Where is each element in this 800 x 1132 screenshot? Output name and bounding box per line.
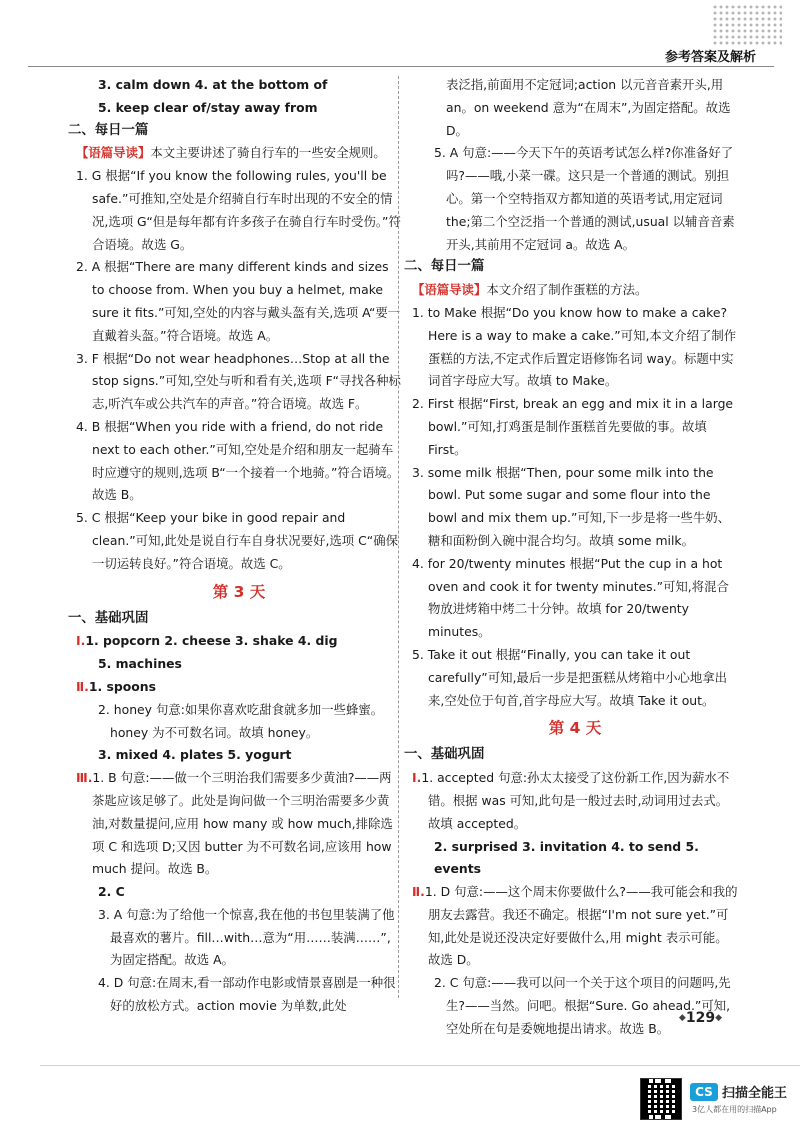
- day-heading: 第 3 天: [212, 582, 266, 601]
- qr-code-icon: [640, 1078, 682, 1120]
- page-number: [679, 1010, 722, 1026]
- guide-tag: 【语篇导读】: [412, 282, 487, 298]
- roman-numeral: Ⅲ.: [76, 770, 93, 786]
- section-heading: 二、每日一篇: [68, 122, 149, 138]
- section-heading: 二、每日一篇: [404, 259, 485, 275]
- guide-tag: 【语篇导读】: [76, 145, 151, 161]
- answer-item: 3. some milk 根据“Then, pour some milk into the bowl. Put some sugar and some flour into the bowl and mix them up.”可知,下一步是将一些牛奶、糖和面粉倒入碗中混合均匀。故填 some milk。: [412, 464, 731, 548]
- left-column: [68, 74, 402, 1018]
- continued-text: 表泛指,前面用不定冠词;action 以元音音素开头,用 an。on weekend 意为“在周末”,为固定搭配。故选 D。: [446, 77, 731, 138]
- answer-line: 3. mixed 4. plates 5. yogurt: [98, 747, 292, 763]
- roman-numeral: Ⅱ.: [76, 678, 89, 694]
- answer-item: 1. G 根据“If you know the following rules, you'll be safe.”可推知,空处是介绍骑自行车时出现的不安全的情况,选项 G“但是每年都有许多孩子在骑自行车时受伤。”符合语境。故选 G。: [76, 168, 401, 252]
- brand-name: 扫描全能王: [722, 1086, 788, 1101]
- answer-item: 4. for 20/twenty minutes 根据“Put the cup in a hot oven and cook it for twenty minutes.”可知,将混合物放进烤箱中烤二十分钟。故填 for 20/twenty minutes。: [412, 555, 729, 640]
- page-number-text: 129: [685, 1010, 716, 1026]
- guide-text: 本文介绍了制作蛋糕的方法。: [486, 282, 648, 298]
- answer-item: 5. Take it out 根据“Finally, you can take it out carefully”可知,最后一步是把蛋糕从烤箱中小心地拿出来,空处位于句首,首字母应大写。故填 Take it out。: [412, 646, 728, 708]
- footer-rule: [40, 1065, 800, 1066]
- answer-item: 1. accepted 句意:孙太太接受了这份新工作,因为薪水不错。根据 was 可知,此句是一般过去时,动词用过去式。故填 accepted。: [421, 770, 730, 831]
- answer-item: 1. to Make 根据“Do you know how to make a cake? Here is a way to make a cake.”可知,本文介绍了制作蛋糕的方法,不定式作后置定语修饰名词 way。标题中实词首字母应大写。故填 to Make。: [412, 304, 737, 389]
- reading-guide: [412, 279, 738, 302]
- answer-item: 1. D 句意:——这个周末你要做什么?——我可能会和我的朋友去露营。我还不确定。根据“I'm not sure yet.”可知,此处是说还没决定好要做什么,用 might 表示可能。故选 D。: [424, 884, 738, 968]
- answer-item: 3. F 根据“Do not wear headphones…Stop at all the stop signs.”可知,空处与听和看有关,选项 F“寻找各种标志,听汽车或公共汽车的声音。”符合语境。故选 F。: [76, 350, 401, 412]
- roman-numeral: Ⅰ.: [412, 770, 422, 786]
- diamond-icon: ◆: [715, 1013, 722, 1023]
- guide-text: 本文主要讲述了骑自行车的一些安全规则。: [150, 145, 386, 161]
- answer-line: 1. popcorn 2. cheese 3. shake 4. dig: [85, 633, 338, 649]
- answer-item: 5. C 根据“Keep your bike in good repair and clean.”可知,此处是说自行车自身状况要好,选项 C“确保一切运转良好。”符合语境。故选 C。: [76, 510, 398, 571]
- answer-item: 5. A 句意:——今天下午的英语考试怎么样?你准备好了吗?——哦,小菜一碟。这只是一个普通的测试。别担心。第一个空特指双方都知道的英语考试,用定冠词 the;第二个空泛指一个普通的测试,usual 以辅音音素开头,其前用不定冠词 a。故选 A。: [434, 145, 735, 252]
- answer-line: 2. C: [98, 884, 125, 900]
- column-divider: [398, 76, 399, 998]
- roman-numeral: Ⅱ.: [412, 884, 425, 900]
- roman-group: [412, 767, 738, 835]
- right-column: [404, 74, 738, 1041]
- roman-numeral: Ⅰ.: [76, 633, 86, 649]
- answer-item: 4. B 根据“When you ride with a friend, do not ride next to each other.”可知,空处是介绍和朋友一起骑车时应遵守的规则,选项 B“一个接着一个地骑。”符合语境。故选 B。: [76, 418, 400, 503]
- section-heading: 一、基础巩固: [68, 610, 149, 626]
- header-rule: [28, 66, 774, 67]
- roman-group: [412, 881, 738, 972]
- answer-item: 4. D 句意:在周末,看一部动作电影或情景喜剧是一种很好的放松方式。action movie 为单数,此处: [98, 975, 396, 1014]
- brand-tagline: 3亿人都在用的扫描App: [692, 1105, 777, 1114]
- answer-line: 3. calm down 4. at the bottom of: [98, 77, 328, 92]
- answer-item: 2. honey 句意:如果你喜欢吃甜食就多加一些蜂蜜。honey 为不可数名词。故填 honey。: [98, 701, 384, 740]
- diamond-icon: ◆: [678, 1013, 686, 1023]
- camscanner-logo-icon: CS: [690, 1083, 718, 1101]
- roman-group: [76, 767, 402, 881]
- section-heading: 一、基础巩固: [404, 747, 485, 763]
- answer-item: 2. First 根据“First, break an egg and mix it in a large bowl.”可知,打鸡蛋是制作蛋糕首先要做的事。故填 First。: [412, 396, 734, 457]
- answer-line: 5. machines: [98, 656, 182, 672]
- roman-group: [76, 676, 402, 699]
- day-heading: 第 4 天: [548, 719, 602, 738]
- answer-item: 3. A 句意:为了给他一个惊喜,我在他的书包里装满了他最喜欢的薯片。fill…with…意为“用……装满……”,为固定搭配。故选 A。: [98, 906, 395, 968]
- answer-line: 1. spoons: [88, 678, 156, 694]
- answer-item: 1. B 句意:——做一个三明治我们需要多少黄油?——两茶匙应该足够了。此处是询问做一个三明治需要多少黄油,对数量提问,应用 how many 或 how much,排除选项 C 和选项 D;又因 butter 为不可数名词,应该用 how much 提问。故选 B。: [92, 770, 393, 877]
- roman-group: [76, 630, 402, 653]
- answer-item: 2. C 句意:——我可以问一个关于这个项目的问题吗,先生?——当然。问吧。根据“Sure. Go ahead.”可知,空处所在句是委婉地提出请求。故选 B。: [434, 975, 731, 1036]
- reading-guide: [76, 142, 402, 165]
- answer-line: 5. keep clear of/stay away from: [98, 99, 318, 115]
- page-header-title: 参考答案及解析: [664, 50, 756, 65]
- header-dot-pattern: [712, 4, 782, 46]
- answer-item: 2. A 根据“There are many different kinds and sizes to choose from. When you buy a helmet, make sure it fits.”可知,空处的内容与戴头盔有关,选项 A“要一直戴着头盔。”符合语境。故选 A。: [76, 259, 401, 343]
- answer-line: 2. surprised 3. invitation 4. to send 5. events: [434, 838, 699, 877]
